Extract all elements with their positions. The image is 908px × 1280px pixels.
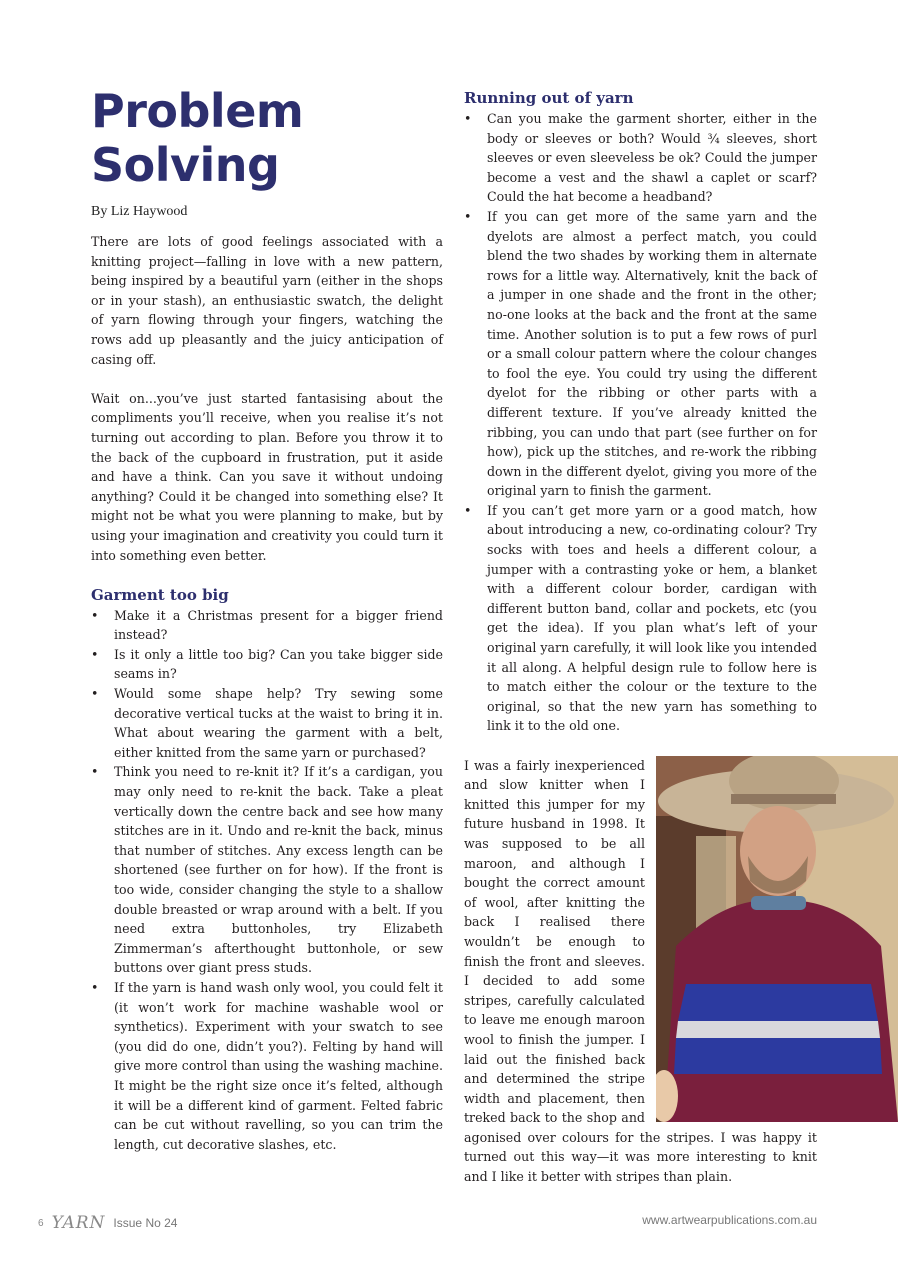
list-item: • If you can’t get more yarn or a good match, how about introducing a new, co-ordinating colour? Try socks with toes and heels a different colour, a jumper with a contrasting yoke or hem, a blanket with a different colour border, cardigan with different button band, collar and pockets, etc (you get the idea). If you plan what’s left of your original yarn carefully, it will look like you intended it all along. A helpful design rule to follow here is to match either the colour or the texture to the original, so that the new yarn has something to link it to the old one.: [464, 502, 817, 734]
list-item: • Would some shape help? Try sewing some decorative vertical tucks at the waist to bring it in. What about wearing the garment with a belt, either knitted from the same yarn or purchased?: [91, 686, 443, 760]
section-heading-garment-too-big: Garment too big: [91, 585, 229, 604]
byline: By Liz Haywood: [91, 204, 188, 219]
intro-paragraph-2: Wait on...you’ve just started fantasising about the compliments you’ll receive, when you realise it’s not turning out according to plan. Before you throw it to the back of the cupboard in frustration, put it aside and have a think. Can you save it without undoing anything? Could it be changed into something else? It might not be what you were planning to make, but by using your imagination and creativity you could turn it into something even better.: [91, 390, 443, 563]
left-column: [91, 84, 443, 1154]
list-item: • Make it a Christmas present for a bigger friend instead?: [91, 607, 443, 643]
bullet-icon: •: [91, 686, 99, 702]
issue-label: Issue No 24: [113, 1216, 178, 1230]
story-block: [464, 756, 817, 1187]
bullet-icon: •: [91, 646, 99, 662]
bullet-icon: •: [464, 208, 472, 224]
list-item: • Can you make the garment shorter, either in the body or sleeves or both? Would ¾ sleeves, short sleeves or even sleeveless be ok? Could the jumper become a vest and the shawl a caplet or scarf? Could the hat become a headband?: [464, 111, 817, 205]
right-column: [464, 88, 817, 1187]
list-item: • Think you need to re-knit it? If it’s a cardigan, you may only need to re-knit the back. Take a pleat vertically down the centre back and see how many stitches are in it. Undo and re-knit the back, minus that number of stitches. Any excess length can be shortened (see further on for how). If the front is too wide, consider changing the style to a shallow double breasted or wrap around with a belt. If you need extra buttonholes, try Elizabeth Zimmerman’s afterthought buttonhole, or sew buttons over giant press studs.: [91, 764, 443, 976]
bullet-icon: •: [91, 764, 99, 780]
list-item: • If the yarn is hand wash only wool, you could felt it (it won’t work for machine washable wool or synthetics). Experiment with your swatch to see (you did do one, didn’t you?). Felting by hand will give more control than using the washing machine. It might be the right size once it’s felted, although it will be a different kind of garment. Felted fabric can be cut without ravelling, so you can trim the length, cut decorative slashes, etc.: [91, 979, 443, 1152]
bullet-icon: •: [464, 502, 472, 518]
intro-paragraph-1: There are lots of good feelings associated with a knitting project—falling in love with a new pattern, being inspired by a beautiful yarn (either in the shops or in your stash), an enthusiastic swatch, the delight of yarn flowing through your fingers, watching the rows add up pleasantly and the juicy anticipation of casing off.: [91, 234, 443, 367]
yarn-logo: YARN: [51, 1213, 106, 1233]
bullet-icon: •: [91, 979, 99, 995]
title-line-2: Solving: [91, 138, 280, 192]
title-line-1: Problem: [91, 84, 304, 138]
bullet-icon: •: [464, 111, 472, 126]
list-item: • Is it only a little too big? Can you take bigger side seams in?: [91, 646, 443, 682]
story-paragraph: I was a fairly inexperienced and slow knitter when I knitted this jumper for my future husband in 1998. It was supposed to be all maroon, and although I bought the correct amount of wool, after knitting the back I realised there wouldn’t be enough to finish the front and sleeves. I decided to add some stripes, carefully calculated to leave me enough maroon wool to finish the jumper. I laid out the finished back and determined the stripe width and placement, then treked back to the shop and agonised over colours for the stripes. I was happy it turned out this way—it was more interesting to knit and I like it better with stripes than plain.: [464, 757, 817, 1185]
knitted-jumper-photo: [656, 756, 898, 1122]
page-number: 6: [38, 1217, 44, 1229]
garment-too-big-list: [91, 606, 443, 1155]
running-out-list: [464, 109, 817, 736]
photo-illustration: [656, 756, 898, 1122]
list-item: • If you can get more of the same yarn and the dyelots are almost a perfect match, you could blend the two shades by working them in alternate rows for a little way. Alternatively, knit the back of a jumper in one shade and the front in the other; no-one looks at the back and the front at the same time. Another solution is to put a few rows of purl or a small colour pattern where the colour changes to fool the eye. You could try using the different dyelot for the ribbing or other parts with a different texture. If you’ve already knitted the ribbing, you can undo that part (see further on for how), pick up the stitches, and re-work the ribbing down in the different dyelot, giving you more of the original yarn to finish the garment.: [464, 208, 817, 499]
website-url[interactable]: www.artwearpublications.com.au: [642, 1213, 817, 1227]
article-title: [91, 84, 443, 192]
section-heading-running-out: Running out of yarn: [464, 89, 634, 107]
bullet-icon: •: [91, 607, 99, 623]
footer-left: [38, 1213, 177, 1233]
